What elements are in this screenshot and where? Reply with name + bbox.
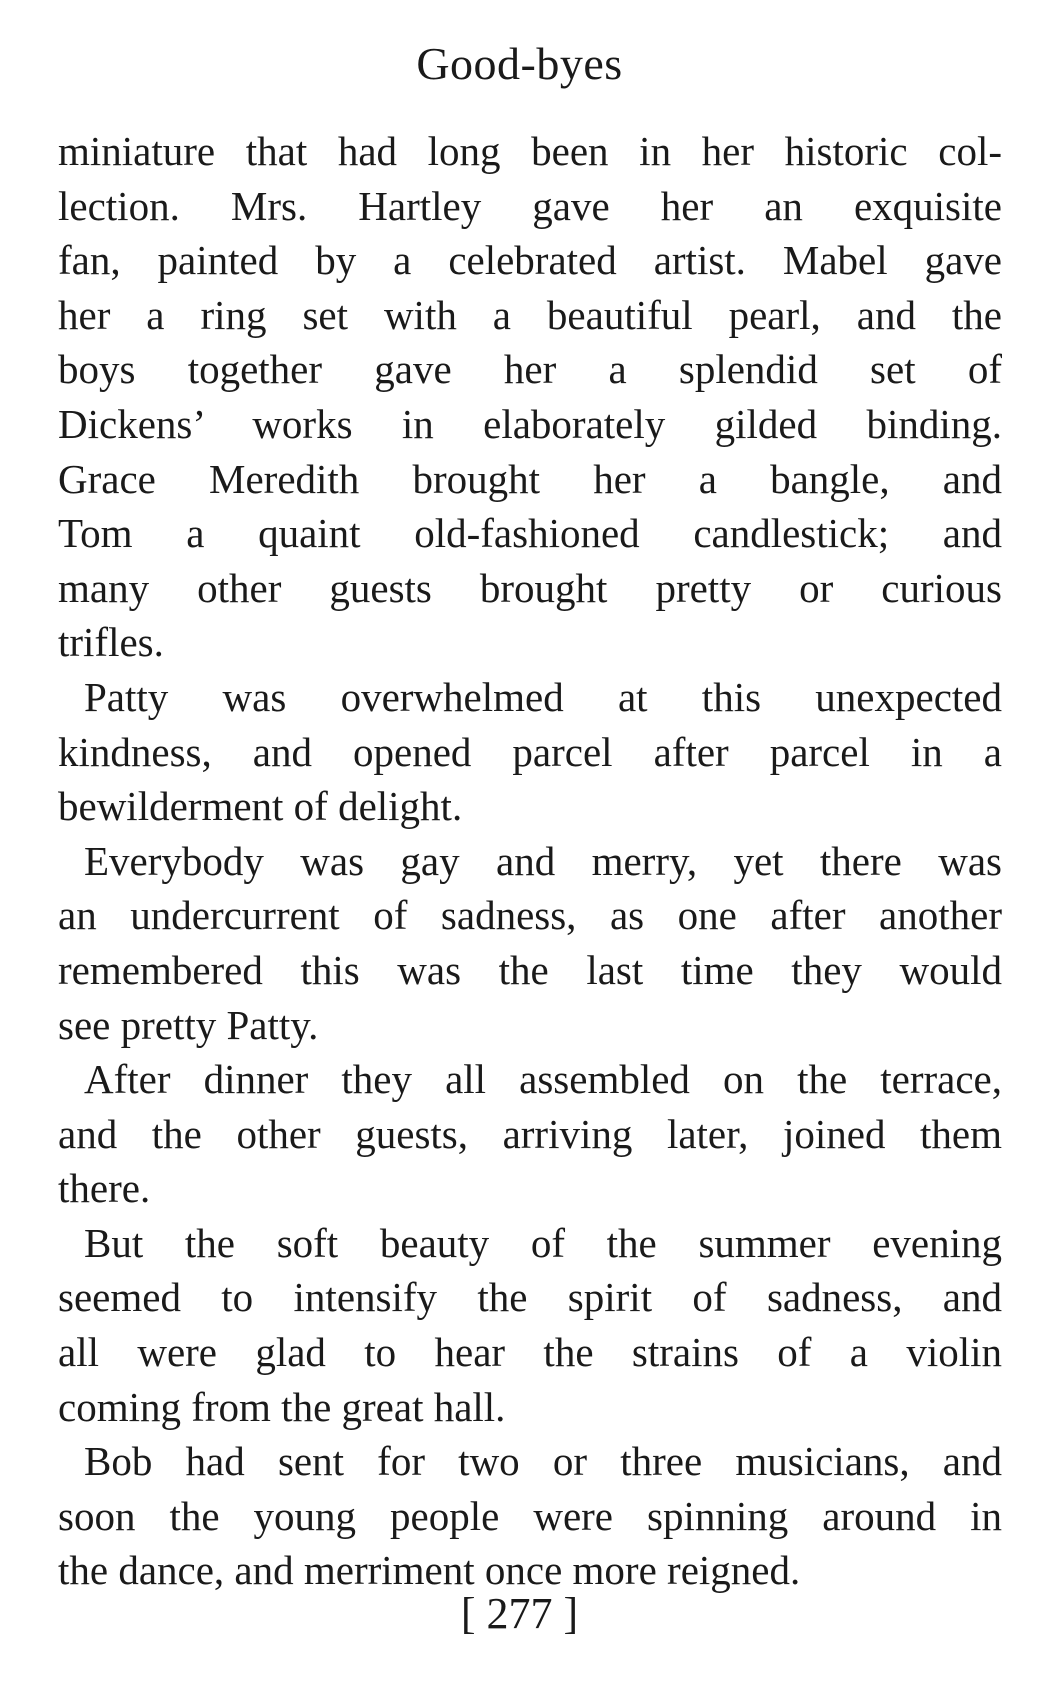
text-line: Patty was overwhelmed at this unexpected bbox=[84, 673, 1002, 720]
text-line: Tom a quaint old-fashioned candlestick; and bbox=[58, 510, 1002, 557]
text-line: fan, painted by a celebrated artist. Mabel gave bbox=[58, 237, 1002, 284]
text-line: kindness, and opened parcel after parcel in a bbox=[58, 728, 1002, 775]
text-line: Bob had sent for two or three musicians, and bbox=[84, 1438, 1002, 1485]
text-line: miniature that had long been in her historic col- bbox=[58, 128, 1002, 174]
text-line: bewilderment of delight. bbox=[58, 783, 463, 830]
text-line: all were glad to hear the strains of a violin bbox=[58, 1329, 1002, 1376]
text-line: Dickens’ works in elaborately gilded binding. bbox=[58, 400, 1002, 447]
text-line: remembered this was the last time they would bbox=[58, 946, 1002, 993]
running-head: Good-byes bbox=[416, 38, 623, 89]
text-line: and the other guests, arriving later, joined them bbox=[58, 1110, 1002, 1157]
text-line: soon the young people were spinning around in bbox=[58, 1492, 1002, 1539]
text-line: an undercurrent of sadness, as one after another bbox=[58, 892, 1002, 939]
text-line: Everybody was gay and merry, yet there was bbox=[84, 837, 1002, 884]
text-line: there. bbox=[58, 1165, 151, 1212]
page-number: [ 277 ] bbox=[460, 1589, 579, 1638]
body-text bbox=[58, 124, 1002, 1598]
text-line: Grace Meredith brought her a bangle, and bbox=[58, 455, 1002, 502]
text-line: the dance, and merriment once more reigned. bbox=[58, 1547, 801, 1594]
text-line: trifles. bbox=[58, 619, 164, 666]
text-line: seemed to intensify the spirit of sadness, and bbox=[58, 1274, 1002, 1321]
text-line: After dinner they all assembled on the terrace, bbox=[84, 1056, 1002, 1103]
text-line: lection. Mrs. Hartley gave her an exquisite bbox=[58, 182, 1002, 229]
text-line: coming from the great hall. bbox=[58, 1383, 506, 1430]
text-line: her a ring set with a beautiful pearl, and the bbox=[58, 291, 1002, 338]
text-line: see pretty Patty. bbox=[58, 1001, 319, 1048]
text-line: many other guests brought pretty or curious bbox=[58, 564, 1002, 611]
text-line: boys together gave her a splendid set of bbox=[58, 346, 1002, 393]
text-line: But the soft beauty of the summer evening bbox=[84, 1219, 1002, 1266]
